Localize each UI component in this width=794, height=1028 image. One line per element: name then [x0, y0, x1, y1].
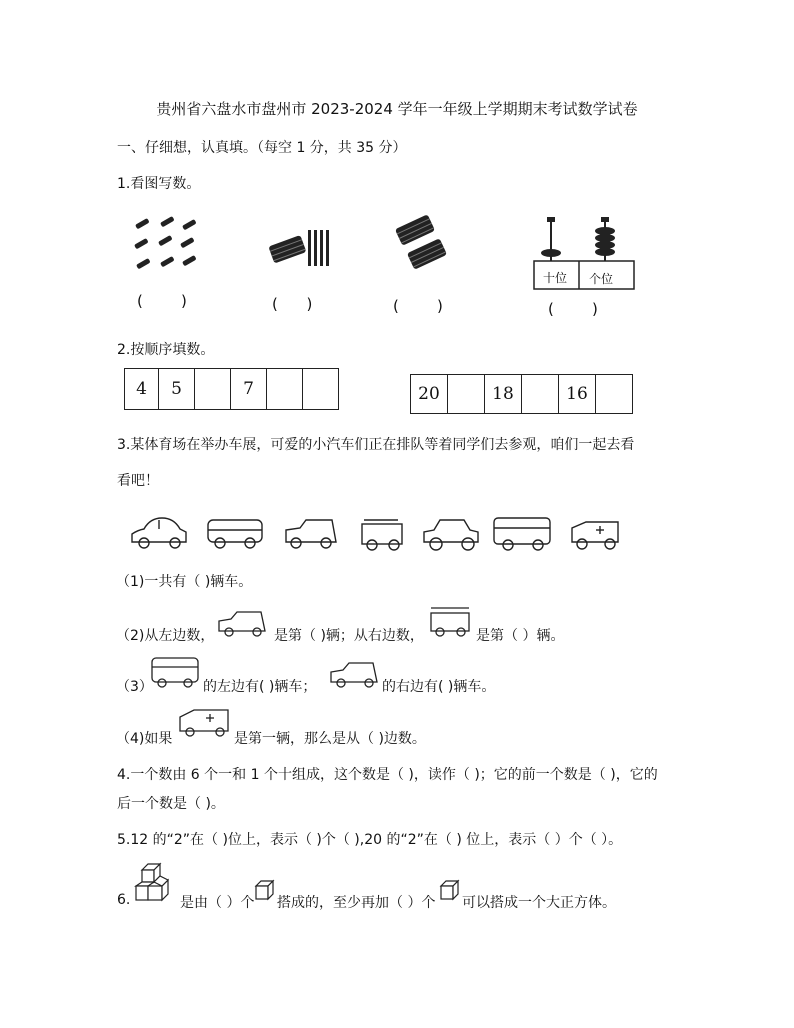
q3-sub3-c: 的右边有( )辆车。: [382, 679, 496, 695]
seq2-cell: [448, 375, 485, 413]
q1-answer-3: ( ): [393, 297, 443, 315]
two-bundles-image: [395, 215, 455, 275]
q1-answer-2: ( ): [272, 295, 313, 313]
q3-sub2-b: 是第（ )辆；从右边数，: [274, 628, 424, 644]
cube-icon: [439, 880, 461, 902]
q4-line2: 后一个数是（ )。: [117, 796, 225, 812]
q3-intro-line1: 3.某体育场在举办车展，可爱的小汽车们正在排队等着同学们去参观，咱们一起去看: [117, 437, 635, 453]
q1-label: 1.看图写数。: [117, 176, 201, 192]
q3-sub3-a: （3）: [116, 679, 153, 695]
seq2-cell: [596, 375, 633, 413]
seq1-cell: 7: [231, 369, 267, 409]
seq2-cell: 18: [485, 375, 522, 413]
seq1-cell: [195, 369, 231, 409]
q6-number: 6.: [117, 892, 131, 908]
q6-part3: 可以搭成一个大正方体。: [462, 895, 616, 911]
stick-bundle-image: [268, 228, 333, 268]
sequence-row-1: [124, 368, 339, 410]
van-icon: [148, 655, 202, 689]
q3-sub4-a: （4)如果: [116, 731, 173, 747]
q4-line1: 4.一个数由 6 个一和 1 个十组成，这个数是（ )，读作（ )；它的前一个数是（ )，它的: [117, 767, 658, 783]
q1-answer-1: ( ): [137, 292, 187, 310]
q1-answer-4: ( ): [548, 300, 598, 318]
q3-sub2-a: （2)从左边数，: [116, 628, 215, 644]
scattered-items-image: [130, 220, 200, 280]
seq1-cell: [267, 369, 303, 409]
abacus-tens-label: 十位: [543, 271, 568, 285]
seq2-cell: 20: [411, 375, 448, 413]
cube-icon: [254, 880, 276, 902]
suv-icon: [327, 660, 381, 688]
q3-sub1: （1)一共有（ )辆车。: [116, 574, 253, 590]
seq1-cell: 5: [159, 369, 195, 409]
page-title: 贵州省六盘水市盘州市 2023-2024 学年一年级上学期期末考试数学试卷: [156, 100, 638, 118]
seq1-cell: [303, 369, 339, 409]
q3-intro-line2: 看吧！: [117, 473, 159, 489]
abacus-ones-label: 个位: [589, 272, 614, 286]
seq1-cell: 4: [125, 369, 159, 409]
cube-stack-icon: [134, 860, 178, 904]
q6-part2: 搭成的，至少再加（ ）个: [277, 895, 436, 911]
ambulance-icon: [176, 705, 232, 739]
seq2-cell: 16: [559, 375, 596, 413]
seq2-cell: [522, 375, 559, 413]
sequence-row-2: [410, 374, 633, 414]
q3-sub3-b: 的左边有( )辆车；: [203, 679, 317, 695]
section-heading: 一、仔细想，认真填。（每空 1 分，共 35 分）: [117, 140, 407, 156]
q2-label: 2.按顺序填数。: [117, 342, 215, 358]
q5-line: 5.12 的“2”在（ )位上，表示（ )个（ ),20 的“2”在（ ) 位上，表示（ ）个（ ）。: [117, 832, 623, 848]
q6-part1: 是由（ ）个: [180, 895, 255, 911]
q3-sub2-c: 是第（ ）辆。: [476, 628, 565, 644]
car-row-image: [128, 512, 628, 554]
q3-sub4-b: 是第一辆，那么是从（ )边数。: [234, 731, 426, 747]
suv-icon: [215, 609, 271, 637]
fire-truck-icon: [427, 604, 473, 638]
